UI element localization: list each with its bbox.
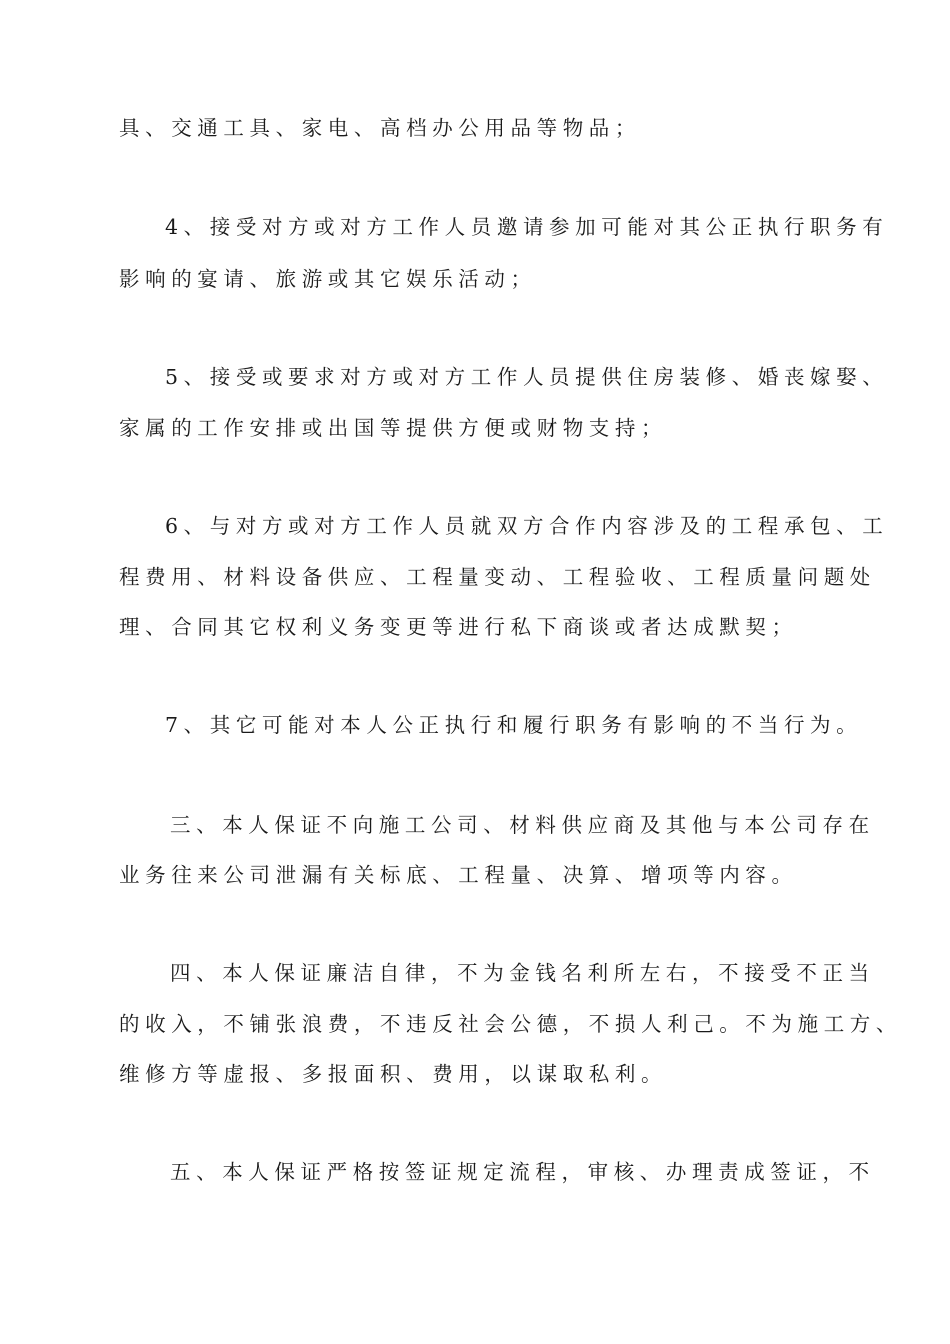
paragraph-line: 理、合同其它权利义务变更等进行私下商谈或者达成默契； [119, 615, 798, 639]
paragraph-line: 程费用、材料设备供应、工程量变动、工程验收、工程质量问题处 [119, 565, 876, 589]
paragraph-line: 6、与对方或对方工作人员就双方合作内容涉及的工程承包、工 [165, 514, 889, 538]
paragraph-line: 影响的宴请、旅游或其它娱乐活动； [119, 267, 537, 291]
paragraph-line: 五、本人保证严格按签证规定流程，审核、办理责成签证，不 [170, 1160, 875, 1184]
paragraph-line: 具、交通工具、家电、高档办公用品等物品； [119, 116, 641, 140]
paragraph-line: 三、本人保证不向施工公司、材料供应商及其他与本公司存在 [170, 813, 875, 837]
paragraph-line: 业务往来公司泄漏有关标底、工程量、决算、增项等内容。 [119, 863, 798, 887]
paragraph-line: 维修方等虚报、多报面积、费用，以谋取私利。 [119, 1062, 668, 1086]
paragraph-line: 5、接受或要求对方或对方工作人员提供住房装修、婚丧嫁娶、 [165, 365, 889, 389]
paragraph-line: 7、其它可能对本人公正执行和履行职务有影响的不当行为。 [165, 713, 863, 737]
paragraph-line: 4、接受对方或对方工作人员邀请参加可能对其公正执行职务有 [165, 215, 889, 239]
paragraph-line: 的收入，不铺张浪费，不违反社会公德，不损人利己。不为施工方、 [119, 1012, 902, 1036]
paragraph-line: 四、本人保证廉洁自律，不为金钱名利所左右，不接受不正当 [170, 961, 875, 985]
paragraph-line: 家属的工作安排或出国等提供方便或财物支持； [119, 416, 668, 440]
